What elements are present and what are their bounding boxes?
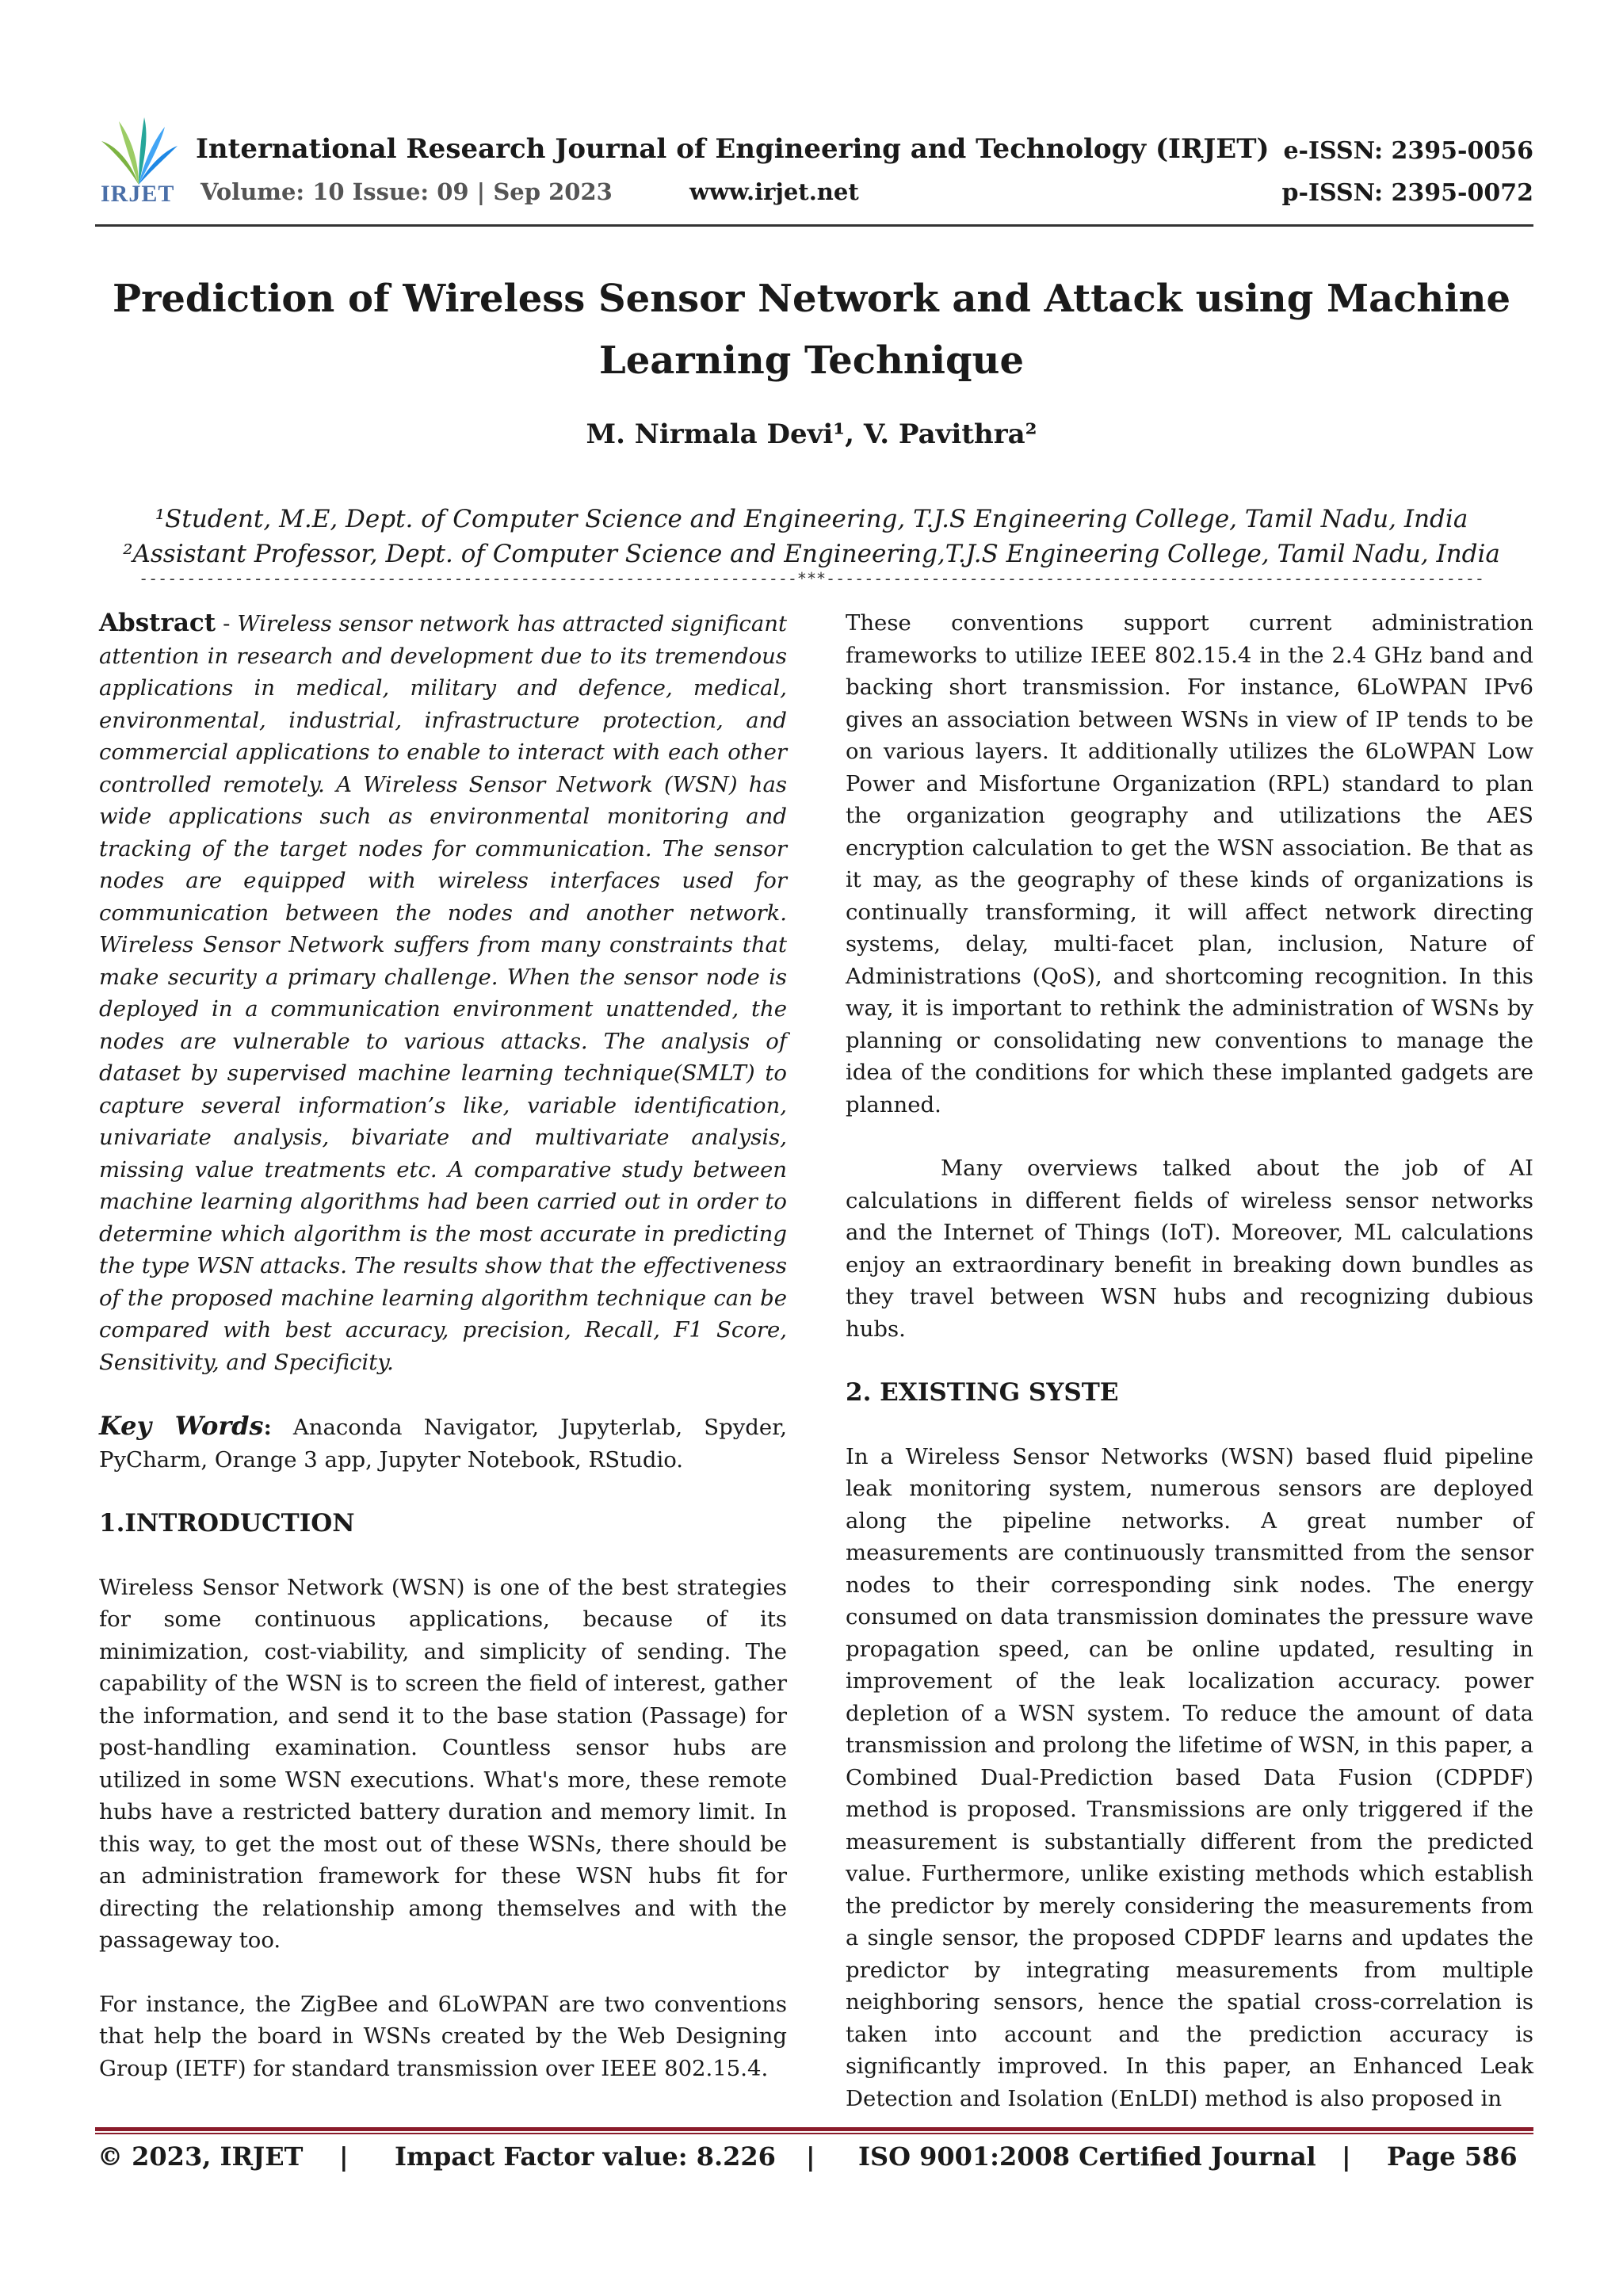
footer-impact-factor: Impact Factor value: 8.226	[395, 2141, 776, 2172]
e-issn: e-ISSN: 2395-0056	[1283, 137, 1533, 165]
affiliation-2: ²Assistant Professor, Dept. of Computer Science and Engineering,T.J.S Engineering College, Tamil Nadu, India	[123, 540, 1500, 568]
introduction-paragraph-2: For instance, the ZigBee and 6LoWPAN are two conventions that help the board in WSNs created by the Web Designing Group (IETF) for standard transmission over IEEE 802.15.4.	[99, 1991, 787, 2081]
footer-separator: |	[339, 2141, 349, 2172]
footer-rule-thin	[95, 2133, 1533, 2134]
keywords	[99, 1410, 787, 1476]
irjet-logo-text: IRJET	[101, 181, 175, 207]
affiliations	[79, 502, 1544, 571]
title-line-1: Prediction of Wireless Sensor Network and Attack using Machine	[113, 277, 1510, 321]
footer-page-number: Page 586	[1387, 2141, 1518, 2172]
introduction-paragraph-1: Wireless Sensor Network (WSN) is one of the best strategies for some continuous applications, because of its minimization, cost-viability, and simplicity of sending. The capability of the WSN is to screen the field of interest, gather the information, and send it to the base station (Passage) for post-handling examination. Countless sensor hubs are utilized in some WSN executions. What's more, these remote hubs have a restricted battery duration and memory limit. In this way, to get the most out of these WSNs, there should be an administration framework for these WSN hubs fit for directing the relationship among themselves and with the passageway too.	[99, 1574, 787, 1953]
authors: M. Nirmala Devi¹, V. Pavithra²	[586, 418, 1037, 450]
footer-rule	[95, 2127, 1533, 2131]
keywords-text: Anaconda Navigator, Jupyterlab, Spyder, PyCharm, Orange 3 app, Jupyter Notebook, RStudio.	[99, 1415, 788, 1473]
separator-text: ---------------------------------------------------------------------***---------------------------------------------------------------------	[139, 569, 1484, 588]
footer-separator: |	[1342, 2141, 1351, 2172]
header-rule	[95, 224, 1533, 227]
right-paragraph-2: Many overviews talked about the job of AI calculations in different fields of wireless sensor networks and the Internet of Things (IoT). Moreover, ML calculations enjoy an extraordinary benefit in breaking down bundles as they travel between WSN hubs and recognizing dubious hubs.	[846, 1156, 1533, 1342]
abstract-text: Wireless sensor network has attracted significant attention in research and development due to its tremendous applications in medical, military and defence, medical, environmental, industrial, infrastructure protection, and commercial applications to enable to interact with each other controlled remotely. A Wireless Sensor Network (WSN) has wide applications such as environmental monitoring and tracking of the target nodes for communication. The sensor nodes are equipped with wireless interfaces used for communication between the nodes and another network. Wireless Sensor Network suffers from many constraints that make security a primary challenge. When the sensor node is deployed in a communication environment unattended, the nodes are vulnerable to various attacks. The analysis of dataset by supervised machine learning technique(SMLT) to capture several information’s like, variable identification, univariate analysis, bivariate and multivariate analysis, missing value treatments etc. A comparative study between machine learning algorithms had been carried out in order to determine which algorithm is the most accurate in predicting the type WSN attacks. The results show that the effectiveness of the proposed machine learning algorithm technique can be compared with best accuracy, precision, Recall, F1 Score, Sensitivity, and Specificity.	[99, 611, 787, 1375]
footer-copyright: © 2023, IRJET	[97, 2141, 304, 2172]
existing-system-paragraph: In a Wireless Sensor Networks (WSN) based fluid pipeline leak monitoring system, numerous sensors are deployed along the pipeline networks. A great number of measurements are continuously transmitted from the sensor nodes to their corresponding sink nodes. The energy consumed on data transmission dominates the pressure wave propagation speed, can be online updated, resulting in improvement of the leak localization accuracy. power depletion of a WSN system. To reduce the amount of data transmission and prolong the lifetime of WSN, in this paper, a Combined Dual-Prediction based Data Fusion (CDPDF) method is proposed. Transmissions are only triggered if the measurement is substantially different from the predicted value. Furthermore, unlike existing methods which establish the predictor by merely considering the measurements from a single sensor, the proposed CDPDF learns and updates the predictor by integrating measurements from multiple neighboring sensors, hence the spatial cross-correlation is taken into account and the prediction accuracy is significantly improved. In this paper, an Enhanced Leak Detection and Isolation (EnLDI) method is also proposed in	[846, 1443, 1533, 2111]
abstract-dash: -	[216, 611, 238, 636]
abstract	[99, 607, 787, 1378]
volume-issue: Volume: 10 Issue: 09 | Sep 2023	[200, 178, 613, 205]
right-column	[846, 607, 1533, 2115]
footer-iso: ISO 9001:2008 Certified Journal	[858, 2141, 1316, 2172]
keywords-colon: :	[263, 1415, 272, 1440]
footer-separator: |	[806, 2141, 815, 2172]
left-column	[99, 607, 787, 2084]
abstract-label: Abstract	[99, 609, 216, 637]
section-separator	[90, 569, 1533, 588]
introduction-heading: 1.INTRODUCTION	[99, 1509, 355, 1538]
affiliation-1: ¹Student, M.E, Dept. of Computer Science and Engineering, T.J.S Engineering College, Tamil Nadu, India	[155, 505, 1468, 533]
p-issn: p-ISSN: 2395-0072	[1281, 179, 1533, 207]
keywords-label: Key Words	[99, 1411, 264, 1441]
journal-name: International Research Journal of Engineering and Technology (IRJET)	[196, 133, 1270, 165]
journal-website[interactable]: www.irjet.net	[689, 178, 859, 205]
title-line-2: Learning Technique	[599, 338, 1024, 383]
paper-title	[79, 268, 1544, 392]
right-paragraph-1: These conventions support current administration frameworks to utilize IEEE 802.15.4 in the 2.4 GHz band and backing short transmission. For instance, 6LoWPAN IPv6 gives an association between WSNs in view of IP tends to be on various layers. It additionally utilizes the 6LoWPAN Low Power and Misfortune Organization (RPL) standard to plan the organization geography and utilizations the AES encryption calculation to get the WSN association. Be that as it may, as the geography of these kinds of organizations is continually transforming, it will affect network directing systems, delay, multi-facet plan, inclusion, Nature of Administrations (QoS), and shortcoming recognition. In this way, it is important to rethink the administration of WSNs by planning or consolidating new conventions to manage the idea of the conditions for which these implanted gadgets are planned.	[846, 610, 1533, 1117]
existing-system-heading: 2. EXISTING SYSTE	[846, 1378, 1119, 1407]
